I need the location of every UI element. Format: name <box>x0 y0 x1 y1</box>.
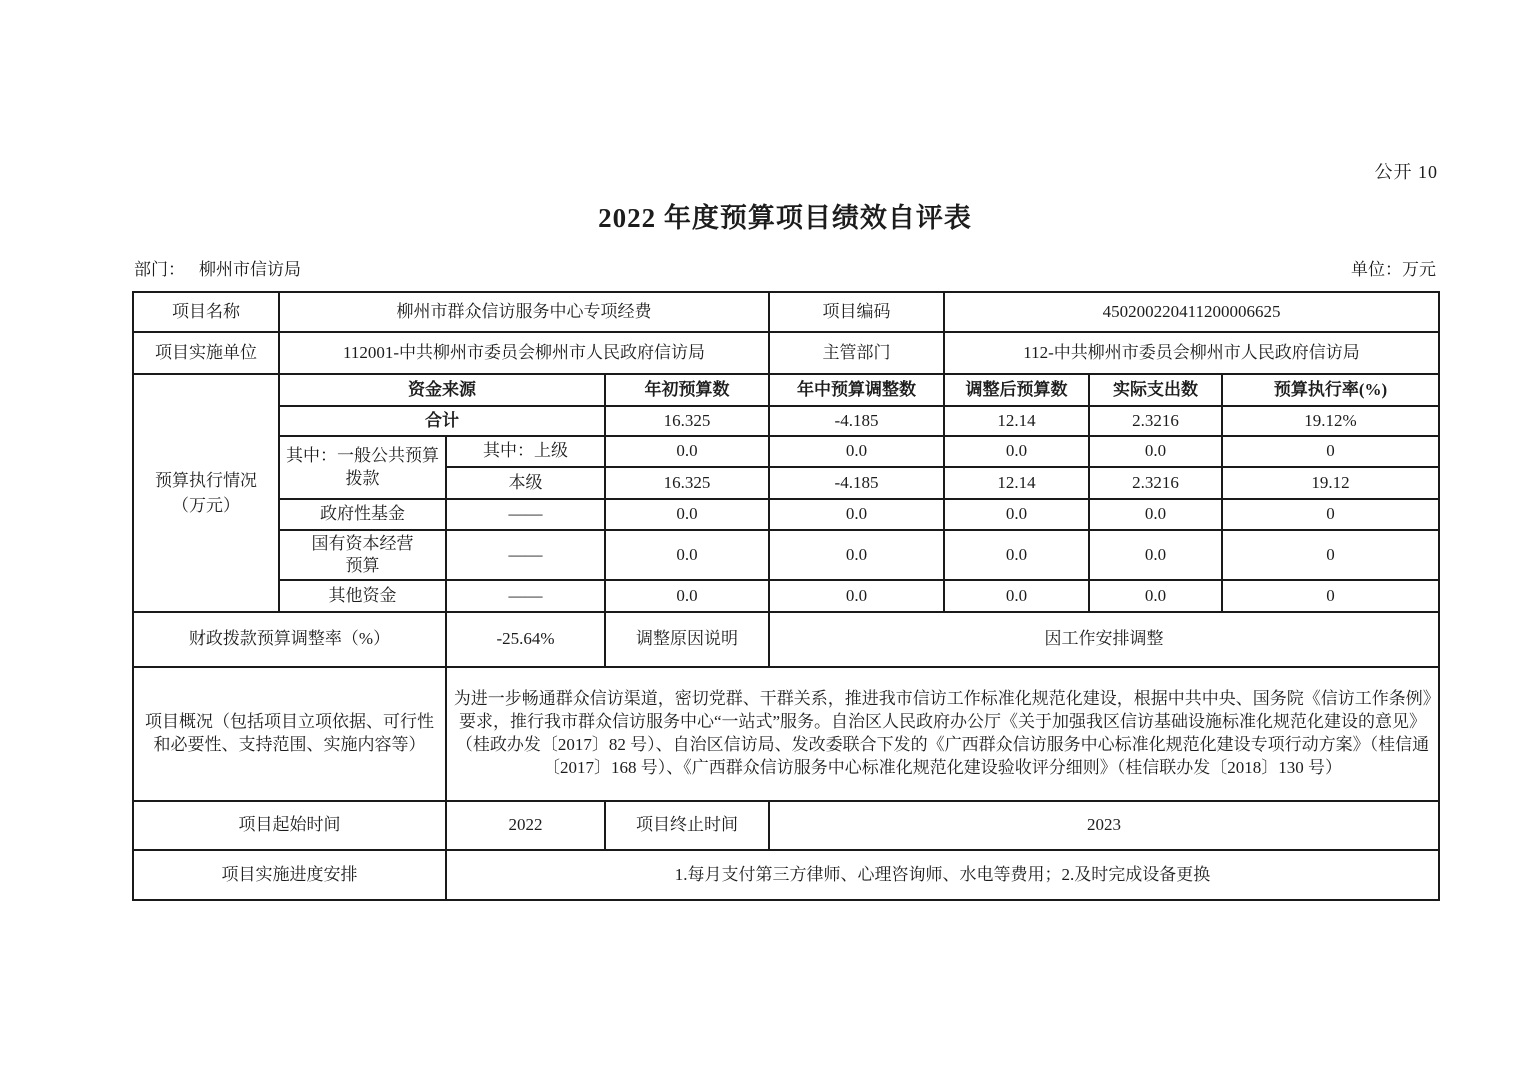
state-capital-label: 国有资本经营预算 <box>311 534 414 576</box>
table-row-project-name <box>133 292 1439 332</box>
public-disclosure-label: 公开 10 <box>1374 162 1438 182</box>
table-row-schedule <box>133 850 1439 900</box>
adjustment-reason-label-cell: 调整原因说明 <box>605 612 769 667</box>
table-row-other-funds <box>133 580 1439 612</box>
header-initial-budget: 年初预算数 <box>605 374 769 406</box>
gov-fund-actual-expenditure: 0.0 <box>1089 499 1222 530</box>
state-capital-mid-year-adjustment: 0.0 <box>769 530 944 580</box>
gov-fund-dash-cell: —— <box>446 499 605 530</box>
state-capital-actual-expenditure: 0.0 <box>1089 530 1222 580</box>
department-label: 部门： <box>134 260 185 279</box>
superior-execution-rate: 0 <box>1222 436 1439 467</box>
meta-row <box>132 255 1438 280</box>
department-value: 柳州市信访局 <box>199 260 301 279</box>
state-capital-adjusted-budget: 0.0 <box>944 530 1089 580</box>
table-row-total <box>133 406 1439 436</box>
other-funds-execution-rate: 0 <box>1222 580 1439 612</box>
project-name-value-cell: 柳州市群众信访服务中心专项经费 <box>279 292 769 332</box>
department-field <box>134 255 301 280</box>
gov-fund-initial-budget: 0.0 <box>605 499 769 530</box>
local-actual-expenditure: 2.3216 <box>1089 467 1222 499</box>
header-execution-rate: 预算执行率(%) <box>1222 374 1439 406</box>
superior-initial-budget: 0.0 <box>605 436 769 467</box>
other-funds-mid-year-adjustment: 0.0 <box>769 580 944 612</box>
local-execution-rate: 19.12 <box>1222 467 1439 499</box>
total-execution-rate: 19.12% <box>1222 406 1439 436</box>
schedule-content-cell: 1.每月支付第三方律师、心理咨询师、水电等费用；2.及时完成设备更换 <box>446 850 1439 900</box>
local-initial-budget: 16.325 <box>605 467 769 499</box>
budget-section-label-cell <box>133 374 279 612</box>
adjustment-rate-label-cell: 财政拨款预算调整率（%） <box>133 612 446 667</box>
table-row-adjustment <box>133 612 1439 667</box>
table-row-state-capital <box>133 530 1439 580</box>
local-mid-year-adjustment: -4.185 <box>769 467 944 499</box>
start-time-label-cell: 项目起始时间 <box>133 801 446 850</box>
local-adjusted-budget: 12.14 <box>944 467 1089 499</box>
state-capital-dash-cell: —— <box>446 530 605 580</box>
project-code-label-cell: 项目编码 <box>769 292 944 332</box>
other-funds-label-cell: 其他资金 <box>279 580 446 612</box>
total-mid-year-adjustment: -4.185 <box>769 406 944 436</box>
state-capital-label-cell <box>279 530 446 580</box>
page-title: 2022 年度预算项目绩效自评表 <box>598 203 972 233</box>
adjustment-reason-value-cell: 因工作安排调整 <box>769 612 1439 667</box>
supervisor-value-cell: 112-中共柳州市委员会柳州市人民政府信访局 <box>944 332 1439 374</box>
table-row-overview <box>133 667 1439 801</box>
gov-fund-mid-year-adjustment: 0.0 <box>769 499 944 530</box>
start-time-value-cell: 2022 <box>446 801 605 850</box>
table-row-gov-fund <box>133 499 1439 530</box>
state-capital-initial-budget: 0.0 <box>605 530 769 580</box>
superior-label-cell: 其中：上级 <box>446 436 605 467</box>
adjustment-rate-value-cell: -25.64% <box>446 612 605 667</box>
other-funds-dash-cell: —— <box>446 580 605 612</box>
other-funds-actual-expenditure: 0.0 <box>1089 580 1222 612</box>
superior-adjusted-budget: 0.0 <box>944 436 1089 467</box>
end-time-label-cell: 项目终止时间 <box>605 801 769 850</box>
unit-label: 单位：万元 <box>1351 260 1436 279</box>
header-funding-source: 资金来源 <box>279 374 605 406</box>
total-adjusted-budget: 12.14 <box>944 406 1089 436</box>
schedule-label-cell: 项目实施进度安排 <box>133 850 446 900</box>
total-initial-budget: 16.325 <box>605 406 769 436</box>
total-label-cell: 合计 <box>279 406 605 436</box>
table-row-budget-header <box>133 374 1439 406</box>
gov-fund-execution-rate: 0 <box>1222 499 1439 530</box>
superior-mid-year-adjustment: 0.0 <box>769 436 944 467</box>
budget-section-label-line1: 预算执行情况 <box>155 470 257 490</box>
project-code-value-cell: 450200220411200006625 <box>944 292 1439 332</box>
document-content <box>132 0 1438 901</box>
implement-unit-value-cell: 112001-中共柳州市委员会柳州市人民政府信访局 <box>279 332 769 374</box>
implement-unit-label-cell: 项目实施单位 <box>133 332 279 374</box>
project-name-label-cell: 项目名称 <box>133 292 279 332</box>
supervisor-label-cell: 主管部门 <box>769 332 944 374</box>
state-capital-execution-rate: 0 <box>1222 530 1439 580</box>
end-time-value-cell: 2023 <box>769 801 1439 850</box>
general-public-group-label-cell: 其中：一般公共预算拨款 <box>279 436 446 499</box>
self-evaluation-table <box>132 291 1440 901</box>
table-row-timeline <box>133 801 1439 850</box>
other-funds-adjusted-budget: 0.0 <box>944 580 1089 612</box>
overview-content-cell: 为进一步畅通群众信访渠道，密切党群、干群关系，推进我市信访工作标准化规范化建设，根据中共中央、国务院《信访工作条例》要求，推行我市群众信访服务中心“一站式”服务。自治区人民政府办公厅《关于加强我区信访基础设施标准化规范化建设的意见》（桂政办发〔2017〕82 号）、自治区信访局、发改委联合下发的《广西群众信访服务中心标准化规范化建设专项行动方案》（桂信通〔2017〕168 号）、《广西群众信访服务中心标准化规范化建设验收评分细则》（桂信联办发〔2018〕130 号） <box>446 667 1439 801</box>
table-row-implement-unit <box>133 332 1439 374</box>
gov-fund-label-cell: 政府性基金 <box>279 499 446 530</box>
header-adjusted-budget: 调整后预算数 <box>944 374 1089 406</box>
gov-fund-adjusted-budget: 0.0 <box>944 499 1089 530</box>
overview-label-cell: 项目概况（包括项目立项依据、可行性和必要性、支持范围、实施内容等） <box>133 667 446 801</box>
superior-actual-expenditure: 0.0 <box>1089 436 1222 467</box>
local-label-cell: 本级 <box>446 467 605 499</box>
total-actual-expenditure: 2.3216 <box>1089 406 1222 436</box>
budget-section-label-line2: （万元） <box>172 496 240 516</box>
header-actual-expenditure: 实际支出数 <box>1089 374 1222 406</box>
table-row-superior <box>133 436 1439 467</box>
header-mid-year-adjustment: 年中预算调整数 <box>769 374 944 406</box>
other-funds-initial-budget: 0.0 <box>605 580 769 612</box>
